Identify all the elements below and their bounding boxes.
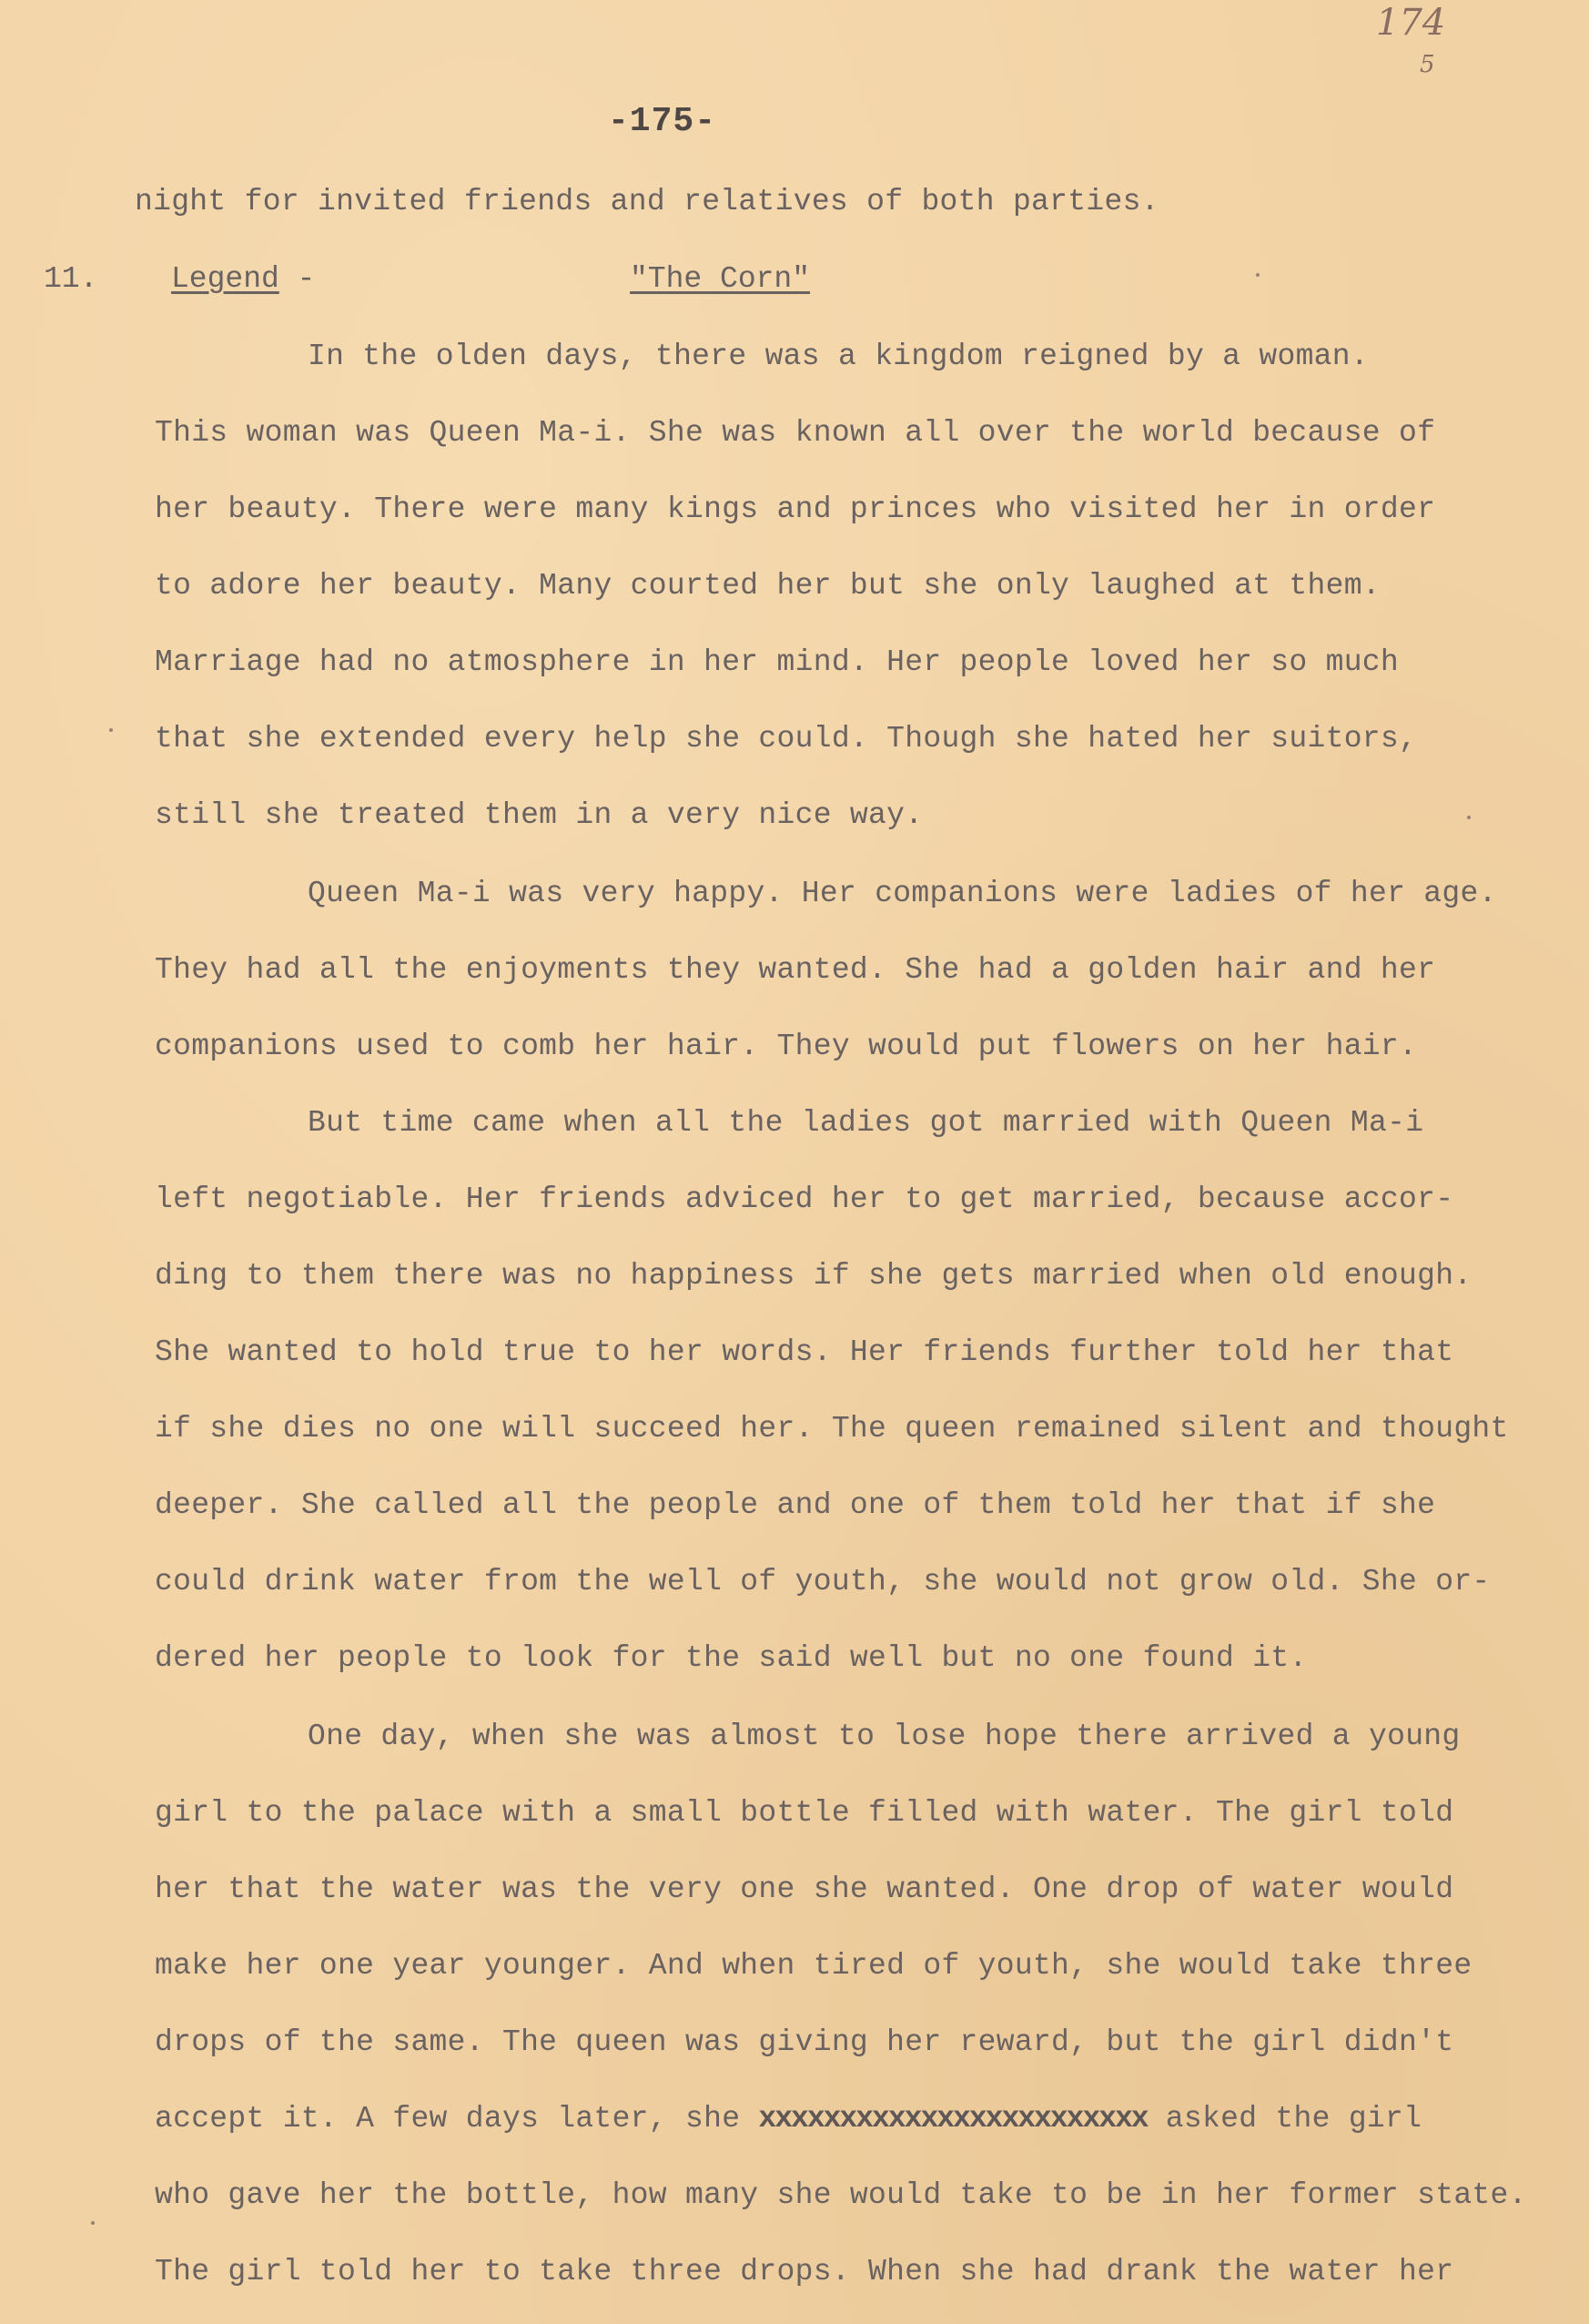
body-line: deeper. She called all the people and one of them told her that if she xyxy=(155,1488,1436,1522)
body-line: if she dies no one will succeed her. The queen remained silent and thought xyxy=(155,1412,1509,1446)
body-line: that she extended every help she could. Though she hated her suitors, xyxy=(155,722,1418,756)
body-line: She wanted to hold true to her words. Her friends further told her that xyxy=(155,1335,1454,1369)
paper-speck xyxy=(1256,273,1260,277)
body-line: Queen Ma-i was very happy. Her companions were ladies of her age. xyxy=(308,877,1497,910)
body-line: ding to them there was no happiness if she gets married when old enough. xyxy=(155,1259,1473,1293)
body-line-part: asked the girl xyxy=(1147,2102,1422,2136)
body-line: still she treated them in a very nice way. xyxy=(155,798,924,832)
body-line: who gave her the bottle, how many she would take to be in her former state. xyxy=(155,2178,1527,2212)
paper-speck xyxy=(1467,816,1471,819)
body-line: companions used to comb her hair. They would put flowers on her hair. xyxy=(155,1030,1418,1063)
body-line: left negotiable. Her friends adviced her to get married, because accor- xyxy=(155,1182,1454,1216)
body-line: They had all the enjoyments they wanted. She had a golden hair and her xyxy=(155,953,1436,987)
body-line: her beauty. There were many kings and princes who visited her in order xyxy=(155,492,1436,526)
section-dash: - xyxy=(297,262,316,296)
body-line: One day, when she was almost to lose hope there arrived a young xyxy=(308,1720,1461,1753)
page-number: -175- xyxy=(608,102,717,141)
body-line: But time came when all the ladies got married with Queen Ma-i xyxy=(308,1106,1424,1140)
body-line xyxy=(155,2101,1422,2137)
handwritten-sub-annotation: 5 xyxy=(1420,51,1435,78)
legend-title: "The Corn" xyxy=(630,262,811,296)
paper-speck xyxy=(109,728,113,732)
body-line: could drink water from the well of youth, she would not grow old. She or- xyxy=(155,1565,1491,1598)
body-line: This woman was Queen Ma-i. She was known all over the world because of xyxy=(155,416,1436,450)
struck-out-typing: xxxxxxxxxxxxxxxxxxxxxxxx xyxy=(758,2102,1148,2136)
body-line-part: accept it. A few days later, she xyxy=(155,2102,759,2136)
body-line: The girl told her to take three drops. When she had drank the water her xyxy=(155,2255,1454,2288)
section-heading xyxy=(171,262,315,296)
body-line: girl to the palace with a small bottle filled with water. The girl told xyxy=(155,1796,1454,1830)
body-line: Marriage had no atmosphere in her mind. Her people loved her so much xyxy=(155,645,1400,679)
body-line: night for invited friends and relatives of both parties. xyxy=(135,185,1159,218)
body-line: In the olden days, there was a kingdom reigned by a woman. xyxy=(308,340,1369,373)
section-label: Legend xyxy=(171,262,279,296)
body-line: dered her people to look for the said well but no one found it. xyxy=(155,1641,1308,1675)
section-number: 11. xyxy=(44,262,98,296)
body-line: drops of the same. The queen was giving her reward, but the girl didn't xyxy=(155,2025,1454,2059)
body-line: her that the water was the very one she wanted. One drop of water would xyxy=(155,1872,1454,1906)
body-line: make her one year younger. And when tired of youth, she would take three xyxy=(155,1949,1473,1983)
handwritten-page-annotation: 174 xyxy=(1376,2,1446,44)
paper-speck xyxy=(91,2221,95,2225)
body-line: to adore her beauty. Many courted her but she only laughed at them. xyxy=(155,569,1381,603)
